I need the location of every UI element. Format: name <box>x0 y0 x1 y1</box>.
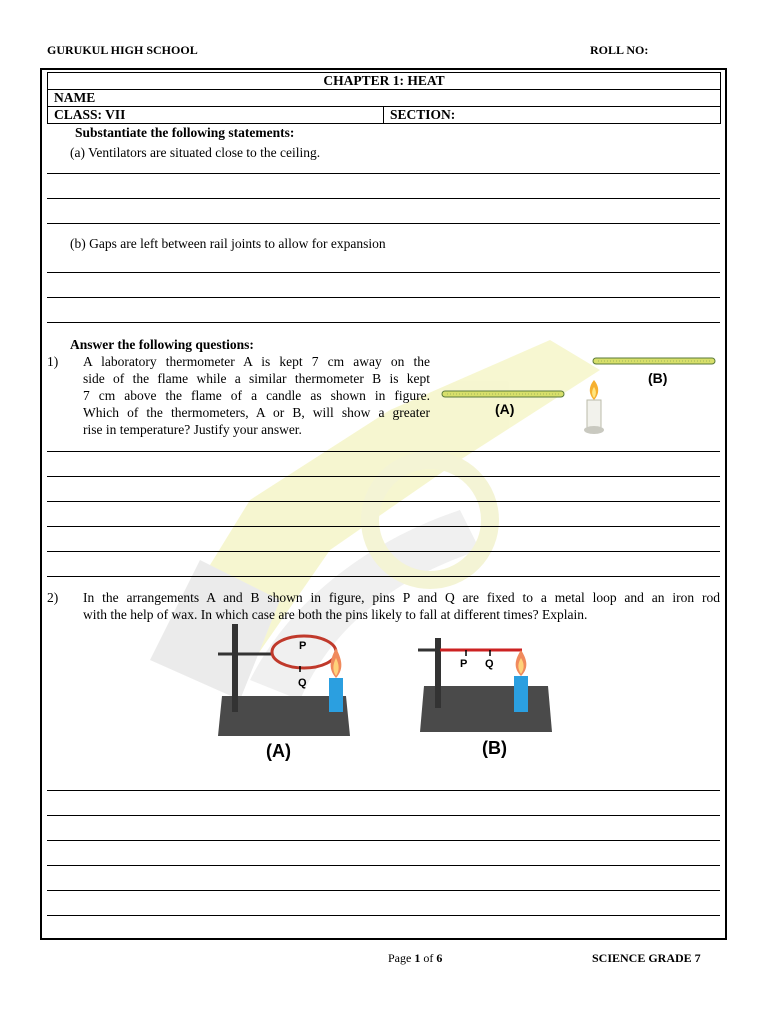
burner <box>514 676 528 712</box>
section2-heading: Answer the following questions: <box>70 337 254 352</box>
question-1-line: A laboratory thermometer A is kept 7 cm away on the <box>83 354 430 369</box>
answer-line[interactable] <box>47 840 720 841</box>
section-field[interactable]: SECTION: <box>384 107 721 124</box>
pin-p-label: P <box>299 640 307 652</box>
answer-line[interactable] <box>47 815 720 816</box>
answer-line[interactable] <box>47 915 720 916</box>
section1-heading: Substantiate the following statements: <box>75 125 295 140</box>
thermometer-b <box>593 358 715 364</box>
burner <box>329 678 343 712</box>
roll-number-label: ROLL NO: <box>590 43 649 57</box>
answer-line[interactable] <box>47 526 720 527</box>
pin-q-label: Q <box>298 677 307 689</box>
answer-line[interactable] <box>47 272 720 273</box>
question-2-line: In the arrangements A and B shown in figure, pins P and Q are fixed to a metal loop and an iron rod <box>83 590 720 605</box>
stand-rod <box>232 624 238 712</box>
page-current: 1 <box>414 951 421 965</box>
answer-line[interactable] <box>47 790 720 791</box>
answer-line[interactable] <box>47 297 720 298</box>
figure-b-iron-rod <box>412 636 562 766</box>
page-number <box>388 951 442 966</box>
answer-line[interactable] <box>47 476 720 477</box>
school-name: GURUKUL HIGH SCHOOL <box>47 43 198 57</box>
figure-a-metal-loop <box>210 622 360 766</box>
answer-line[interactable] <box>47 198 720 199</box>
class-field[interactable]: CLASS: VII <box>48 107 384 124</box>
chapter-title: CHAPTER 1: HEAT <box>48 73 721 90</box>
question-2-number: 2) <box>47 590 59 605</box>
question-2-line: with the help of wax. In which case are both the pins likely to fall at different times? Explain. <box>83 607 588 622</box>
label-a: (A) <box>495 401 515 417</box>
statement-a: (a) Ventilators are situated close to the ceiling. <box>70 145 321 160</box>
name-field[interactable]: NAME <box>48 90 721 107</box>
question-2-text <box>83 589 720 623</box>
page-prefix: Page <box>388 951 415 965</box>
answer-line[interactable] <box>47 576 720 577</box>
thermometer-candle-figure <box>438 352 720 440</box>
page-total: 6 <box>436 951 443 965</box>
statement-b: (b) Gaps are left between rail joints to allow for expansion <box>70 236 386 251</box>
question-1-number: 1) <box>47 354 59 369</box>
candle <box>584 380 604 434</box>
answer-line[interactable] <box>47 451 720 452</box>
answer-line[interactable] <box>47 173 720 174</box>
question-1-line: 7 cm above the flame of a candle as shown in figure. <box>83 388 430 403</box>
answer-line[interactable] <box>47 501 720 502</box>
label-b: (B) <box>648 370 668 386</box>
thermometer-a <box>442 391 564 397</box>
answer-line[interactable] <box>47 223 720 224</box>
pin-p-label: P <box>460 658 468 670</box>
question-1-line: rise in temperature? Justify your answer. <box>83 422 302 437</box>
subject-label: SCIENCE GRADE 7 <box>592 951 701 965</box>
pin-q-label: Q <box>485 658 494 670</box>
student-info-table <box>47 72 721 124</box>
question-1-line: side of the flame while a similar thermometer B is kept <box>83 371 430 386</box>
answer-line[interactable] <box>47 890 720 891</box>
answer-line[interactable] <box>47 322 720 323</box>
answer-line[interactable] <box>47 865 720 866</box>
question-1-text <box>83 353 430 438</box>
figure-b-label: (B) <box>482 738 507 758</box>
question-1-line: Which of the thermometers, A or B, will show a greater <box>83 405 430 420</box>
figure-a-label: (A) <box>266 741 291 761</box>
page-of: of <box>420 951 437 965</box>
answer-line[interactable] <box>47 551 720 552</box>
